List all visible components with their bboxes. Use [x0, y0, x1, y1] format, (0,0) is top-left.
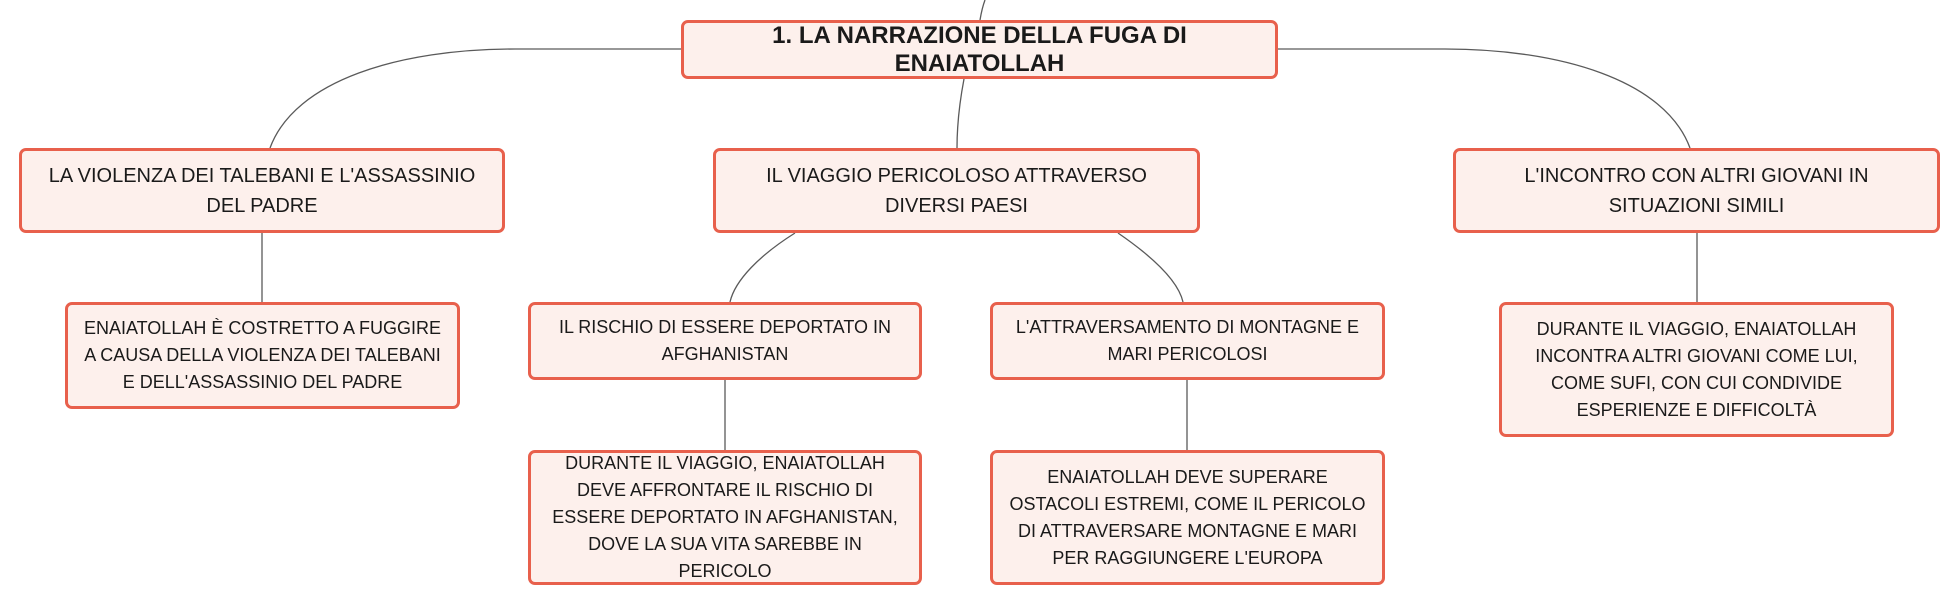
connector-journey-to-crossing	[1118, 233, 1183, 302]
subtopic-forced-flight-label: ENAIATOLLAH È COSTRETTO A FUGGIRE A CAUSA DELLA VIOLENZA DEI TALEBANI E DELL'ASSASSINIO DEL PADRE	[83, 318, 442, 392]
root-topic-node[interactable]	[681, 20, 1278, 79]
subtopic-encounter-detail-label: DURANTE IL VIAGGIO, ENAIATOLLAH INCONTRA ALTRI GIOVANI COME LUI, COME SUFI, CON CUI CONDIVIDE ESPERIENZE E DIFFICOLTÀ	[1535, 318, 1858, 420]
subtopic-crossing-label: L'ATTRAVERSAMENTO DI MONTAGNE E MARI PERICOLOSI	[1015, 317, 1360, 364]
subtopic-encounter-detail-node[interactable]	[1499, 302, 1894, 437]
connector-journey-to-deportation	[730, 233, 795, 302]
topic-violence-node[interactable]	[19, 148, 505, 233]
topic-journey-node[interactable]	[713, 148, 1200, 233]
connector-root-to-journey	[957, 79, 964, 148]
detail-crossing-node[interactable]	[990, 450, 1385, 585]
detail-deportation-node[interactable]	[528, 450, 922, 585]
topic-encounter-label: L'INCONTRO CON ALTRI GIOVANI IN SITUAZIONI SIMILI	[1524, 164, 1869, 217]
subtopic-deportation-node[interactable]	[528, 302, 922, 380]
subtopic-crossing-node[interactable]	[990, 302, 1385, 380]
connector-parent-to-root	[980, 0, 985, 20]
subtopic-deportation-label: IL RISCHIO DI ESSERE DEPORTATO IN AFGHANISTAN	[558, 317, 892, 364]
detail-deportation-label: DURANTE IL VIAGGIO, ENAIATOLLAH DEVE AFFRONTARE IL RISCHIO DI ESSERE DEPORTATO IN AFGHANISTAN, DOVE LA SUA VITA SAREBBE IN PERICOLO	[552, 453, 898, 581]
root-topic-label: 1. LA NARRAZIONE DELLA FUGA DI ENAIATOLLAH	[772, 21, 1187, 77]
detail-crossing-label: ENAIATOLLAH DEVE SUPERARE OSTACOLI ESTREMI, COME IL PERICOLO DI ATTRAVERSARE MONTAGNE E MARI PER RAGGIUNGERE L'EUROPA	[1009, 466, 1366, 568]
topic-violence-label: LA VIOLENZA DEI TALEBANI E L'ASSASSINIO DEL PADRE	[48, 164, 476, 217]
topic-journey-label: IL VIAGGIO PERICOLOSO ATTRAVERSO DIVERSI PAESI	[766, 164, 1147, 217]
topic-encounter-node[interactable]	[1453, 148, 1940, 233]
connector-root-to-violence	[270, 49, 681, 148]
connector-root-to-encounter	[1278, 49, 1690, 148]
subtopic-forced-flight-node[interactable]	[65, 302, 460, 409]
